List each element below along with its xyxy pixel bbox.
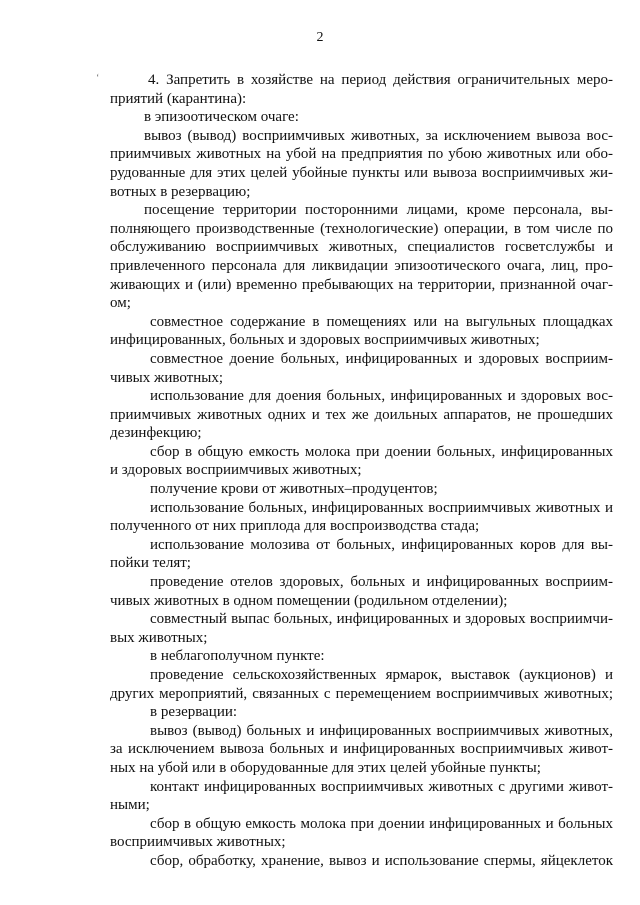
text-line: контакт инфицированных восприимчивых животных с другими живот- bbox=[150, 778, 613, 795]
text-line: ными; bbox=[110, 797, 150, 814]
text-line: получение крови от животных–продуцентов; bbox=[150, 481, 438, 498]
text-line: вых животных; bbox=[110, 629, 208, 646]
text-line: приимчивых животных на убой на предприятия по убою животных или обо- bbox=[110, 146, 613, 163]
text-line: полняющего производственные (технологические) операции, в том числе по bbox=[110, 220, 613, 237]
text-line: ом; bbox=[110, 295, 131, 312]
text-line: совместный выпас больных, инфицированных и здоровых восприимчи- bbox=[150, 611, 613, 628]
text-line: проведение отелов здоровых, больных и инфицированных восприим- bbox=[150, 574, 613, 591]
text-line: в неблагополучном пункте: bbox=[150, 648, 325, 665]
document-body bbox=[110, 71, 613, 871]
text-line: полученного от них приплода для воспроизводства стада; bbox=[110, 518, 480, 535]
text-line: использование для доения больных, инфицированных и здоровых вос- bbox=[150, 388, 613, 405]
text-line: дезинфекцию; bbox=[110, 425, 202, 442]
text-line: вотных в резервацию; bbox=[110, 183, 251, 200]
text-line: чивых животных; bbox=[110, 369, 223, 386]
text-line: проведение сельскохозяйственных ярмарок, выставок (аукционов) и bbox=[150, 667, 613, 683]
text-line: сбор в общую емкость молока при доении больных, инфицированных bbox=[150, 443, 613, 460]
text-line: привлеченного персонала для ликвидации эпизоотического очага, лиц, про- bbox=[110, 257, 613, 274]
text-line: использование больных, инфицированных восприимчивых животных и bbox=[150, 499, 613, 516]
text-line: посещение территории посторонними лицами, кроме персонала, вы- bbox=[144, 202, 613, 219]
text-line: в резервации: bbox=[150, 704, 238, 721]
text-line: сбор, обработку, хранение, вывоз и использование спермы, яйцеклеток bbox=[150, 852, 613, 869]
page-number: 2 bbox=[316, 30, 324, 45]
text-line: в эпизоотическом очаге: bbox=[144, 109, 299, 126]
text-line: совместное содержание в помещениях или на выгульных площадках bbox=[150, 313, 613, 330]
text-line: за исключением вывоза больных и инфицированных восприимчивых живот- bbox=[110, 741, 613, 758]
text-line: и здоровых восприимчивых животных; bbox=[110, 462, 362, 479]
text-line: чивых животных в одном помещении (родильном отделении); bbox=[110, 592, 508, 609]
text-line: вывоз (вывод) больных и инфицированных восприимчивых животных, bbox=[150, 722, 613, 739]
text-line: приимчивых животных одних и тех же доильных аппаратов, не прошедших bbox=[110, 406, 613, 423]
text-line: рудованные для этих целей убойные пункты или вывоза восприимчивых жи- bbox=[110, 164, 613, 181]
text-line: вывоз (вывод) восприимчивых животных, за исключением вывоза вос- bbox=[144, 127, 613, 144]
text-line: приятий (карантина): bbox=[110, 90, 247, 107]
text-line: пойки телят; bbox=[110, 555, 191, 572]
text-line: ных на убой или в оборудованные для этих целей убойные пункты; bbox=[110, 759, 541, 776]
text-line: использование молозива от больных, инфицированных коров для вы- bbox=[150, 536, 613, 553]
text-line: других мероприятий, связанных с перемещением восприимчивых животных; bbox=[110, 685, 613, 702]
text-line: восприимчивых животных; bbox=[110, 834, 286, 851]
text-line: 4. Запретить в хозяйстве на период действия ограничительных меро- bbox=[148, 72, 613, 88]
text-line: инфицированных, больных и здоровых восприимчивых животных; bbox=[110, 332, 540, 349]
margin-mark: ‘ bbox=[96, 73, 100, 84]
text-line: совместное доение больных, инфицированных и здоровых восприим- bbox=[150, 350, 613, 367]
text-line: обслуживанию восприимчивых животных, специалистов госветслужбы и bbox=[110, 239, 613, 256]
text-line: живающих и (или) временно пребывающих на территории, признанной очаг- bbox=[110, 276, 613, 293]
text-line: сбор в общую емкость молока при доении инфицированных и больных bbox=[150, 815, 613, 832]
